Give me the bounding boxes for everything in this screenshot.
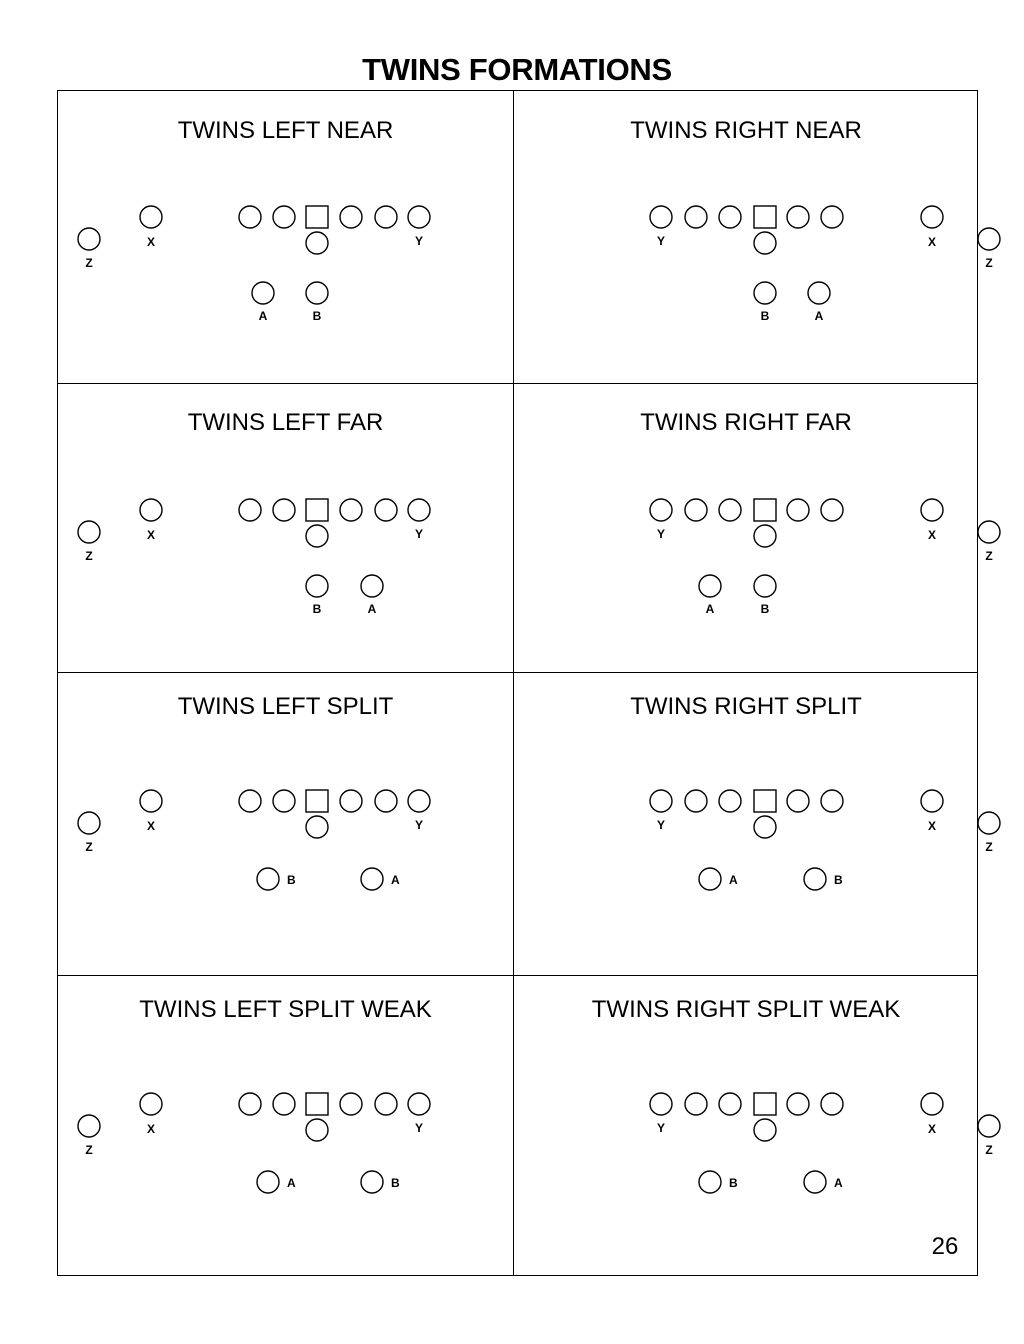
back-b-player	[699, 1171, 721, 1193]
receiver-x-player	[921, 499, 943, 521]
back-b-label: B	[729, 1176, 738, 1190]
receiver-x-label: X	[146, 235, 156, 249]
formation-title: TWINS RIGHT SPLIT WEAK	[591, 996, 901, 1023]
receiver-x-label: X	[146, 528, 156, 542]
receiver-z-label: Z	[985, 840, 993, 854]
receiver-z-label: Z	[85, 840, 93, 854]
left-guard-player	[719, 206, 741, 228]
formation-panel-twins-left-split	[58, 672, 513, 975]
receiver-x-player	[140, 790, 162, 812]
formation-diagram	[58, 975, 513, 1277]
back-b-label: B	[834, 873, 843, 887]
quarterback-player	[306, 816, 328, 838]
receiver-z-player	[978, 521, 1000, 543]
formation-panel-twins-right-near	[513, 91, 993, 383]
back-a-player	[699, 575, 721, 597]
receiver-x-label: X	[927, 528, 937, 542]
receiver-y-player	[408, 1093, 430, 1115]
receiver-x-player	[140, 206, 162, 228]
formation-diagram	[513, 672, 993, 975]
back-a-player	[699, 868, 721, 890]
back-a-player	[257, 1171, 279, 1193]
left-guard-player	[719, 1093, 741, 1115]
formation-diagram	[58, 383, 513, 672]
quarterback-player	[754, 816, 776, 838]
formation-diagram	[513, 975, 993, 1277]
back-b-player	[306, 575, 328, 597]
formation-diagram	[58, 672, 513, 975]
formation-title: TWINS LEFT SPLIT	[177, 693, 394, 720]
right-tackle-player	[821, 206, 843, 228]
receiver-z-label: Z	[85, 1143, 93, 1157]
receiver-y-label: Y	[656, 1121, 666, 1135]
receiver-y-player	[650, 499, 672, 521]
back-b-label: B	[760, 602, 770, 616]
center-player	[306, 499, 328, 521]
receiver-x-player	[921, 206, 943, 228]
back-b-label: B	[760, 309, 770, 323]
right-tackle-player	[375, 1093, 397, 1115]
receiver-y-player	[408, 206, 430, 228]
quarterback-player	[754, 525, 776, 547]
receiver-x-label: X	[927, 235, 937, 249]
left-guard-player	[719, 499, 741, 521]
back-b-player	[754, 282, 776, 304]
receiver-z-label: Z	[985, 1143, 993, 1157]
left-tackle-player	[239, 790, 261, 812]
back-b-label: B	[312, 602, 322, 616]
receiver-y-label: Y	[414, 818, 424, 832]
left-guard-player	[273, 790, 295, 812]
left-tackle-player	[685, 499, 707, 521]
receiver-x-player	[921, 790, 943, 812]
receiver-x-player	[140, 499, 162, 521]
receiver-z-label: Z	[85, 549, 93, 563]
receiver-x-player	[921, 1093, 943, 1115]
left-tackle-player	[685, 206, 707, 228]
formation-panel-twins-left-split-weak	[58, 975, 513, 1277]
right-guard-player	[340, 1093, 362, 1115]
receiver-y-label: Y	[414, 527, 424, 541]
back-a-label: A	[834, 1176, 843, 1190]
back-b-player	[361, 1171, 383, 1193]
left-guard-player	[273, 206, 295, 228]
right-tackle-player	[375, 499, 397, 521]
center-player	[754, 499, 776, 521]
right-guard-player	[340, 499, 362, 521]
right-tackle-player	[821, 790, 843, 812]
quarterback-player	[754, 1119, 776, 1141]
receiver-z-label: Z	[85, 256, 93, 270]
receiver-z-label: Z	[985, 256, 993, 270]
right-tackle-player	[375, 790, 397, 812]
formation-panel-twins-right-split-weak	[513, 975, 993, 1277]
formation-title: TWINS RIGHT SPLIT	[630, 693, 862, 720]
quarterback-player	[306, 1119, 328, 1141]
back-a-label: A	[729, 873, 738, 887]
formation-diagram	[513, 383, 993, 672]
receiver-x-label: X	[146, 1122, 156, 1136]
right-guard-player	[787, 206, 809, 228]
left-tackle-player	[239, 499, 261, 521]
receiver-z-player	[978, 228, 1000, 250]
receiver-z-player	[78, 521, 100, 543]
formation-panel-twins-left-near	[58, 91, 513, 383]
left-tackle-player	[239, 206, 261, 228]
left-tackle-player	[685, 1093, 707, 1115]
formation-title: TWINS RIGHT NEAR	[630, 117, 862, 144]
right-tackle-player	[821, 1093, 843, 1115]
back-a-player	[361, 575, 383, 597]
left-guard-player	[273, 499, 295, 521]
center-player	[754, 1093, 776, 1115]
back-a-label: A	[258, 309, 268, 323]
formation-title: TWINS RIGHT FAR	[640, 409, 852, 436]
center-player	[754, 790, 776, 812]
receiver-z-player	[78, 1115, 100, 1137]
receiver-y-player	[650, 206, 672, 228]
right-guard-player	[787, 499, 809, 521]
receiver-z-player	[78, 228, 100, 250]
receiver-y-label: Y	[656, 234, 666, 248]
receiver-x-label: X	[927, 1122, 937, 1136]
receiver-x-label: X	[927, 819, 937, 833]
receiver-z-player	[78, 812, 100, 834]
formation-diagram	[513, 91, 993, 383]
formation-panel-twins-left-far	[58, 383, 513, 672]
receiver-y-player	[650, 790, 672, 812]
back-a-label: A	[814, 309, 824, 323]
back-b-player	[804, 868, 826, 890]
back-b-player	[754, 575, 776, 597]
right-guard-player	[787, 790, 809, 812]
receiver-z-player	[978, 812, 1000, 834]
back-a-player	[252, 282, 274, 304]
right-guard-player	[340, 206, 362, 228]
center-player	[306, 790, 328, 812]
back-a-label: A	[287, 1176, 296, 1190]
back-a-label: A	[391, 873, 400, 887]
right-guard-player	[340, 790, 362, 812]
back-a-player	[808, 282, 830, 304]
right-guard-player	[787, 1093, 809, 1115]
back-b-player	[257, 868, 279, 890]
formation-title: TWINS LEFT FAR	[187, 409, 384, 436]
formations-grid	[57, 90, 993, 1276]
receiver-z-player	[978, 1115, 1000, 1137]
back-a-player	[361, 868, 383, 890]
formation-title: TWINS LEFT NEAR	[177, 117, 394, 144]
receiver-y-label: Y	[414, 1121, 424, 1135]
receiver-x-label: X	[146, 819, 156, 833]
quarterback-player	[306, 232, 328, 254]
receiver-y-player	[408, 790, 430, 812]
formation-diagram	[58, 91, 513, 383]
back-b-label: B	[287, 873, 296, 887]
receiver-y-player	[650, 1093, 672, 1115]
back-a-label: A	[367, 602, 377, 616]
center-player	[754, 206, 776, 228]
right-tackle-player	[375, 206, 397, 228]
formation-panel-twins-right-split	[513, 672, 993, 975]
receiver-y-player	[408, 499, 430, 521]
left-guard-player	[719, 790, 741, 812]
receiver-y-label: Y	[656, 818, 666, 832]
quarterback-player	[754, 232, 776, 254]
quarterback-player	[306, 525, 328, 547]
back-b-label: B	[312, 309, 322, 323]
center-player	[306, 1093, 328, 1115]
page-title: TWINS FORMATIONS	[362, 52, 672, 87]
receiver-y-label: Y	[656, 527, 666, 541]
formation-panel-twins-right-far	[513, 383, 993, 672]
back-b-player	[306, 282, 328, 304]
left-tackle-player	[685, 790, 707, 812]
center-player	[306, 206, 328, 228]
receiver-x-player	[140, 1093, 162, 1115]
page-number: 26	[931, 1233, 959, 1260]
left-tackle-player	[239, 1093, 261, 1115]
back-a-label: A	[705, 602, 715, 616]
left-guard-player	[273, 1093, 295, 1115]
formation-title: TWINS LEFT SPLIT WEAK	[139, 996, 432, 1023]
right-tackle-player	[821, 499, 843, 521]
receiver-z-label: Z	[985, 549, 993, 563]
back-b-label: B	[391, 1176, 400, 1190]
back-a-player	[804, 1171, 826, 1193]
receiver-y-label: Y	[414, 234, 424, 248]
